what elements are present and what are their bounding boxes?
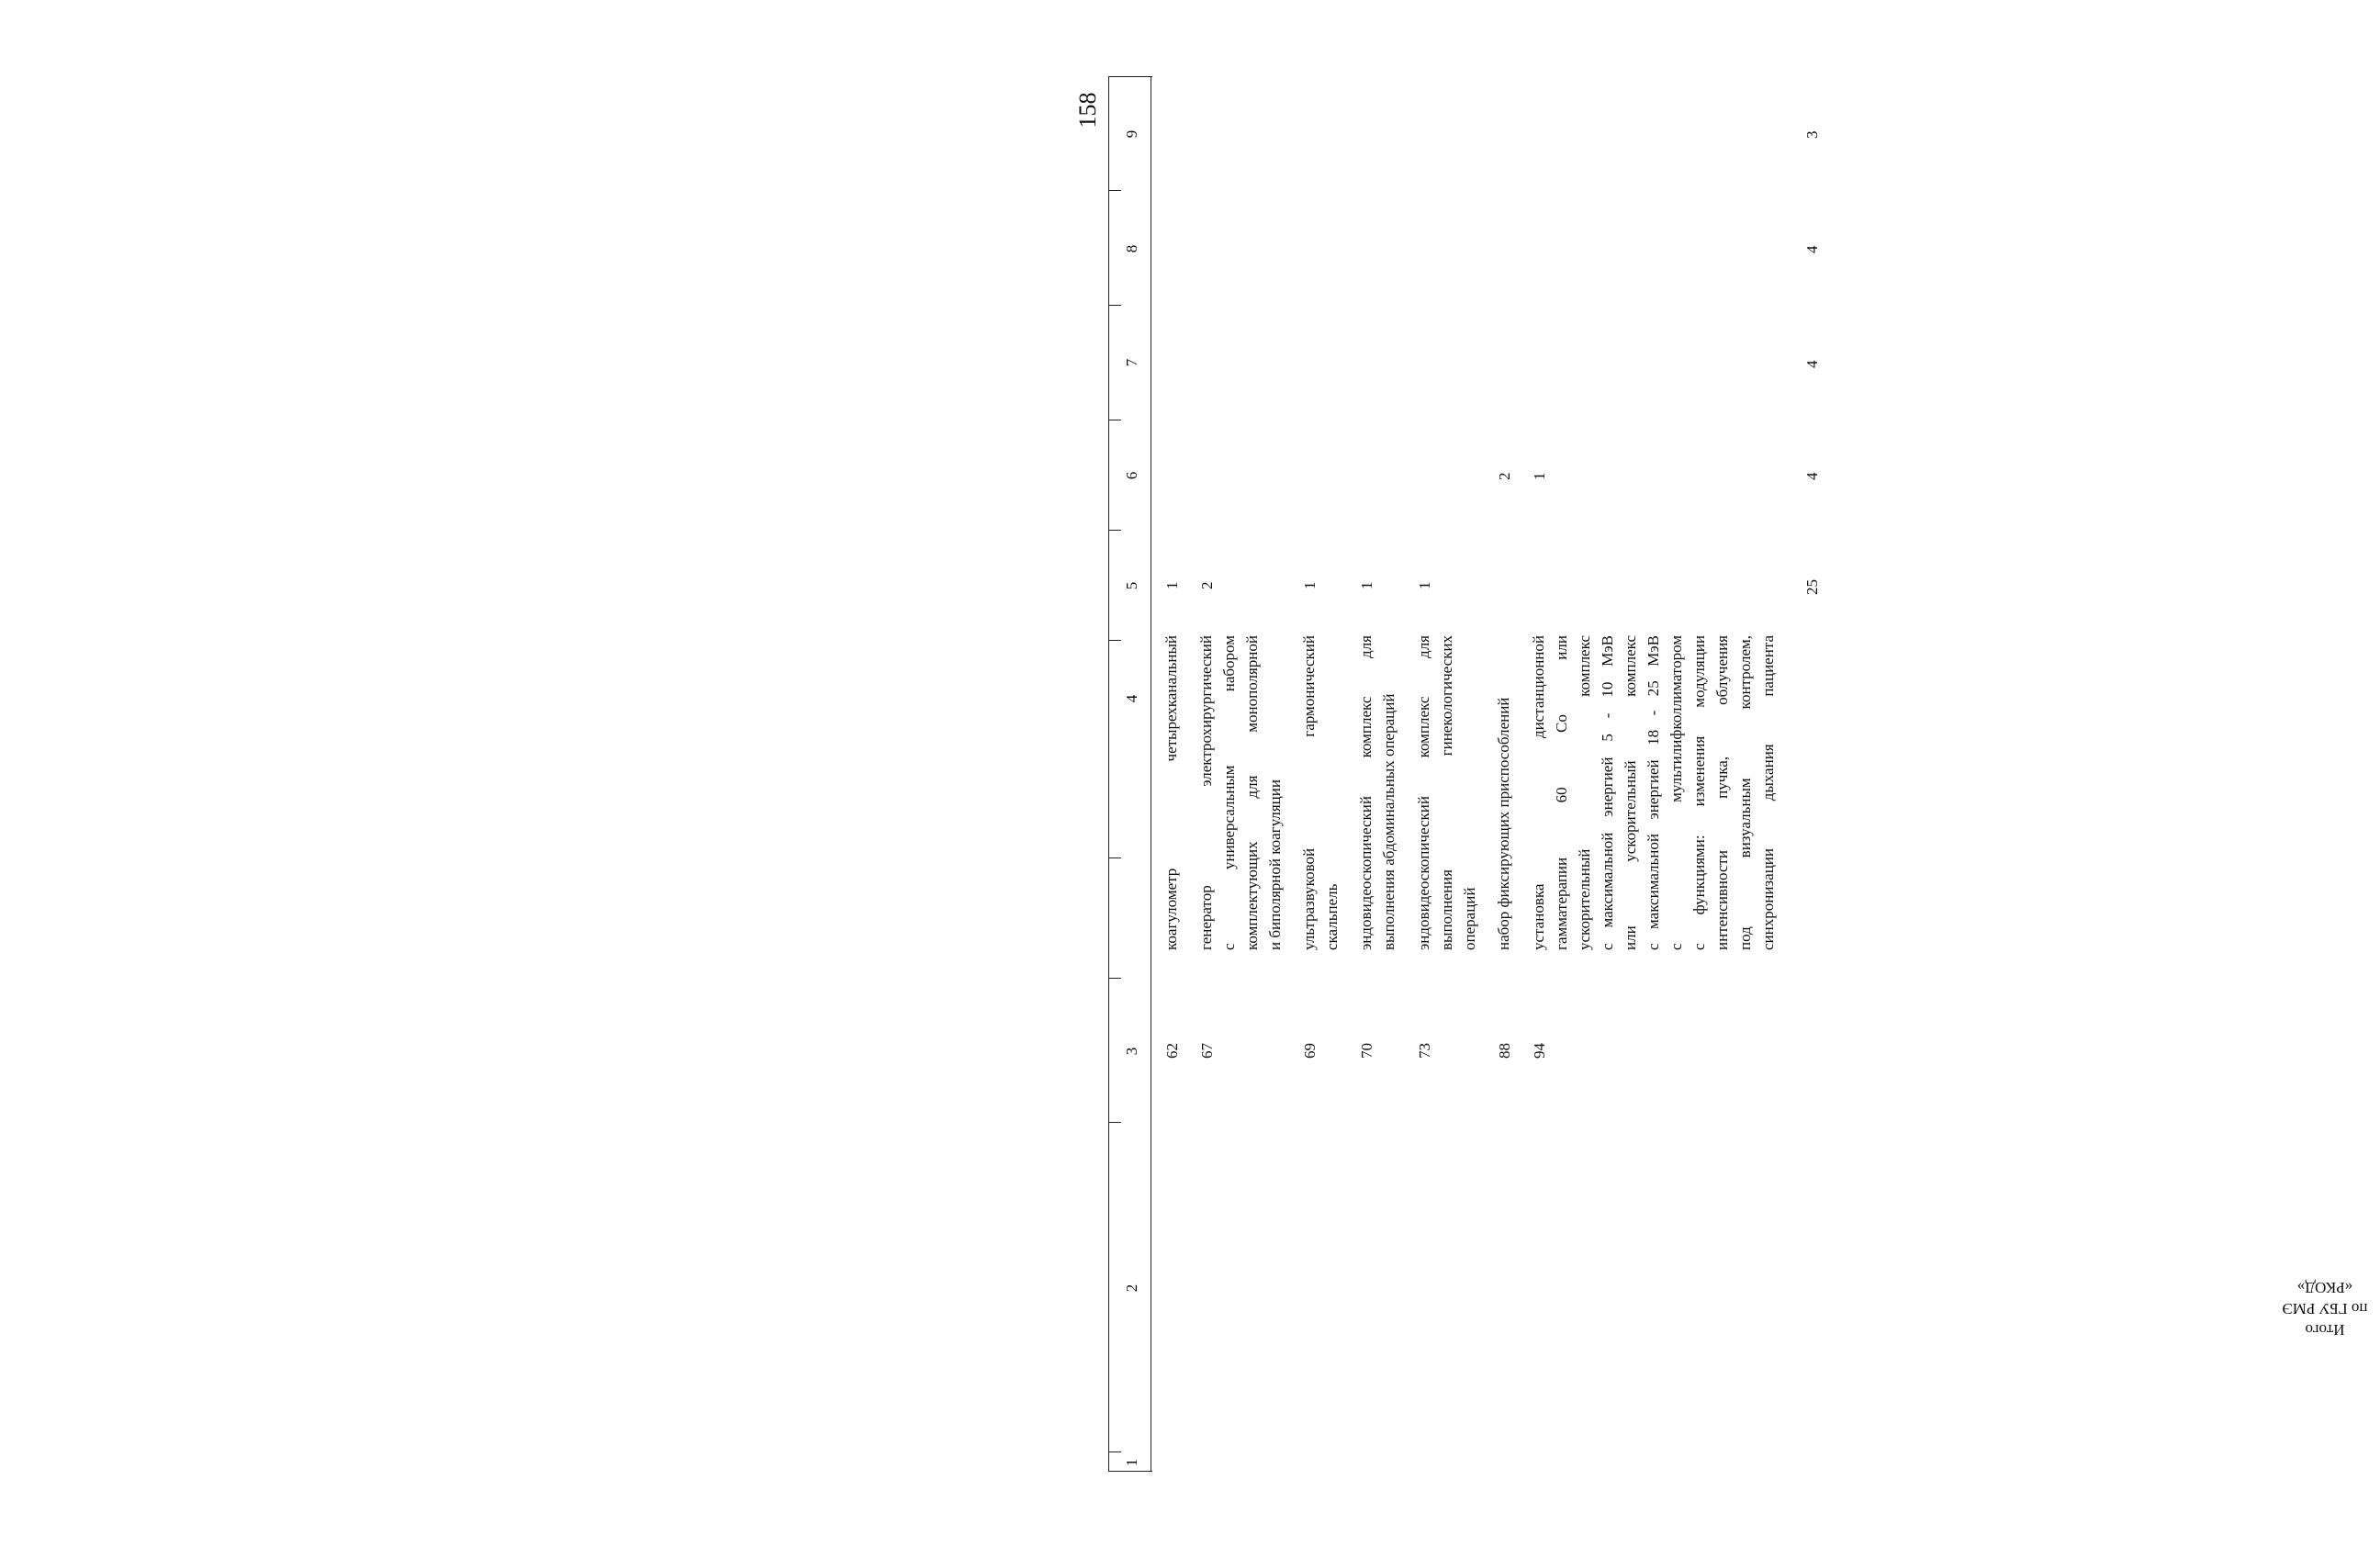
total-col6: 4 bbox=[1803, 472, 1821, 480]
row-description: коагулометр четырехканальный bbox=[1162, 635, 1180, 950]
column-divider bbox=[1108, 640, 1121, 641]
row-description: генератор электрохирургический с универсальным набором комплектующих для монополярной и биполярной коагуляции bbox=[1197, 635, 1284, 950]
header-col-4: 4 bbox=[1123, 694, 1140, 703]
header-col-5: 5 bbox=[1123, 581, 1140, 590]
row-col5: 1 bbox=[1301, 581, 1319, 589]
column-divider bbox=[1108, 978, 1121, 979]
total-col7: 4 bbox=[1803, 360, 1821, 368]
table-top-border bbox=[1108, 76, 1109, 1472]
total-label: Итого по ГБУ РМЭ «РКОД» bbox=[2282, 1279, 2368, 1339]
row-col5: 1 bbox=[1358, 581, 1375, 589]
total-col5: 25 bbox=[1803, 579, 1821, 595]
row-code: 67 bbox=[1198, 1043, 1216, 1059]
row-code: 70 bbox=[1358, 1043, 1375, 1059]
header-col-7: 7 bbox=[1123, 358, 1140, 367]
row-col5: 2 bbox=[1198, 581, 1216, 589]
row-description: установка дистанционной гамматерапии 60 Co или ускорительный комплекс с максимальной энергией 5 - 10 МэВ или ускорительный комплекс с максимальной энергией 18 - 25 МэВ с мультилифколлиматором с функциями: изменения модуляции интенсивности пучка, облучения под визуальным контролем, синхронизации дыхания пациента bbox=[1530, 635, 1777, 950]
header-col-6: 6 bbox=[1123, 471, 1140, 480]
total-col9: 3 bbox=[1803, 130, 1821, 139]
row-code: 69 bbox=[1301, 1043, 1319, 1059]
row-col5: 1 bbox=[1163, 581, 1181, 589]
row-description: эндовидеоскопический комплекс для выполнения гинекологических операций bbox=[1415, 635, 1478, 950]
rotated-table bbox=[1108, 76, 2368, 1472]
column-divider bbox=[1108, 305, 1121, 306]
row-description: ультразвуковой гармонический скальпель bbox=[1300, 635, 1341, 950]
header-col-8: 8 bbox=[1123, 244, 1140, 253]
row-col6: 2 bbox=[1496, 472, 1513, 480]
header-col-1: 1 bbox=[1123, 1458, 1140, 1467]
row-code: 73 bbox=[1416, 1043, 1433, 1059]
column-divider bbox=[1108, 1122, 1121, 1123]
header-col-2: 2 bbox=[1123, 1283, 1140, 1293]
row-code: 88 bbox=[1496, 1043, 1513, 1059]
header-col-9: 9 bbox=[1123, 129, 1140, 139]
row-code: 94 bbox=[1531, 1043, 1548, 1059]
row-col6: 1 bbox=[1531, 472, 1548, 480]
row-description: набор фиксирующих приспособлений bbox=[1495, 697, 1512, 950]
column-divider bbox=[1108, 76, 1152, 77]
page-number: 158 bbox=[1074, 92, 1101, 129]
column-divider bbox=[1108, 530, 1121, 531]
row-description: эндовидеоскопический комплекс для выполнения абдоминальных операций bbox=[1357, 635, 1398, 950]
row-col5: 1 bbox=[1416, 581, 1433, 589]
header-col-3: 3 bbox=[1123, 1047, 1140, 1056]
column-divider bbox=[1108, 190, 1121, 191]
column-divider bbox=[1108, 857, 1121, 858]
total-col8: 4 bbox=[1803, 245, 1821, 253]
row-code: 62 bbox=[1163, 1043, 1181, 1059]
